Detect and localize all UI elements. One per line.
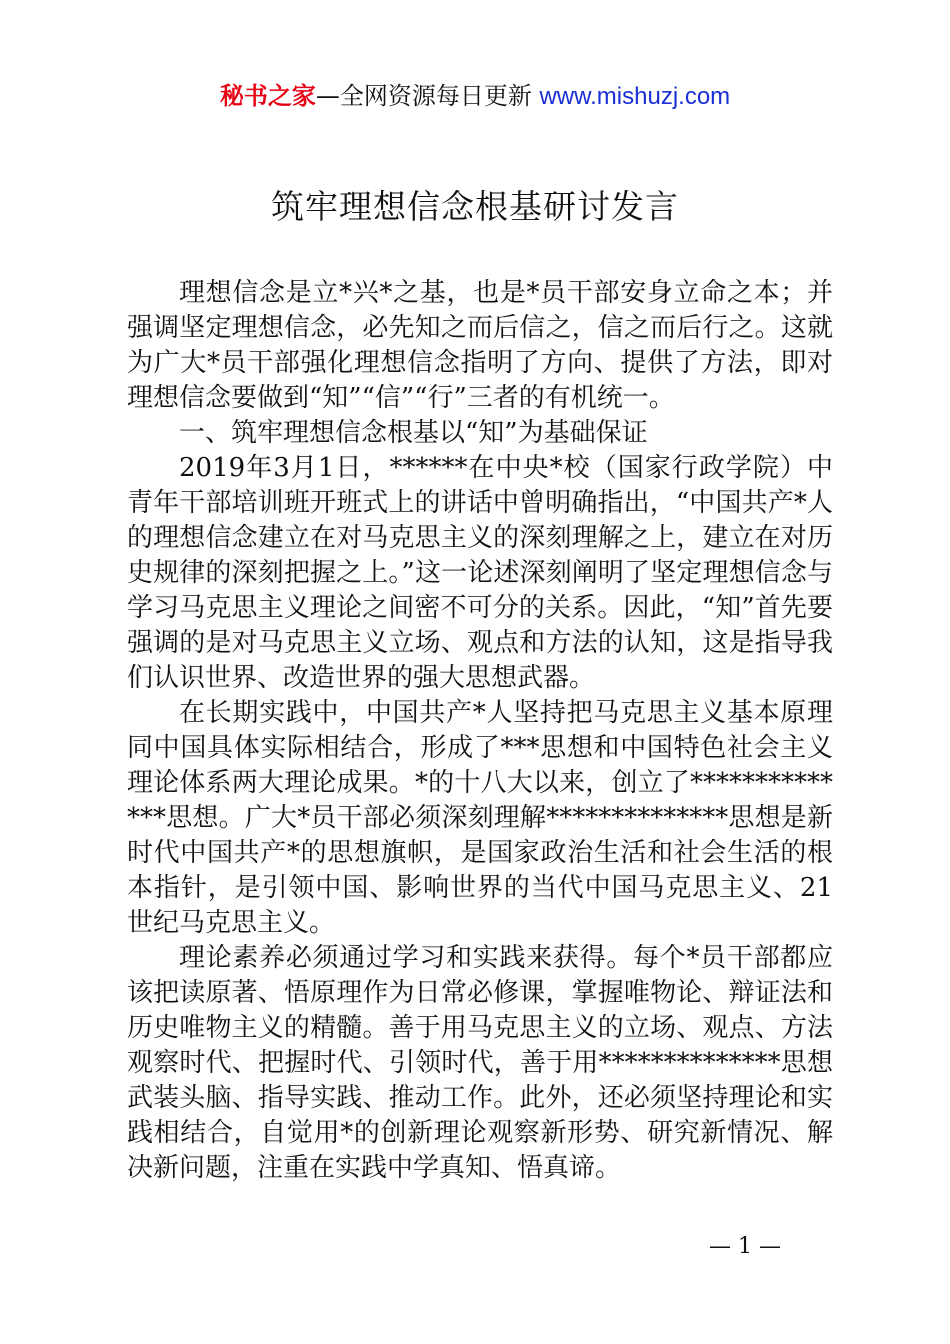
page-number: — 1 — — [709, 1234, 781, 1259]
paragraph-speech-quote: 2019年3月1日，******在中央*校（国家行政学院）中青年干部培训班开班式上的讲话中曾明确指出，“中国共产*人的理想信念建立在对马克思主义的深刻理解之上，建立在对历史规律的深刻把握之上。”这一论述深刻阐明了坚定理想信念与学习马克思主义理论之间密不可分的关系。因此，“知”首先要强调的是对马克思主义立场、观点和方法的认知，这是指导我们认识世界、改造世界的强大思想武器。 — [127, 453, 833, 693]
paragraph-theory-study: 理论素养必须通过学习和实践来获得。每个*员干部都应该把读原著、悟原理作为日常必修课，掌握唯物论、辩证法和历史唯物主义的精髓。善于用马克思主义的立场、观点、方法观察时代、把握时代、引领时代，善于用**************思想武装头脑、指导实践、推动工作。此外，还必须坚持理论和实践相结合，自觉用*的创新理论观察新形势、研究新情况、解决新问题，注重在实践中学真知、悟真谛。 — [127, 943, 833, 1183]
site-url-link[interactable]: www.mishuzj.com — [539, 83, 731, 110]
section-heading-1: 一、筑牢理想信念根基以“知”为基础保证 — [179, 418, 648, 448]
site-banner — [0, 80, 950, 113]
site-brand-name: 秘书之家 — [219, 82, 316, 110]
paragraph-intro: 理想信念是立*兴*之基，也是*员干部安身立命之本；并强调坚定理想信念，必先知之而后信之，信之而后行之。这就为广大*员干部强化理想信念指明了方向、提供了方法，即对理想信念要做到“知”“信”“行”三者的有机统一。 — [127, 278, 833, 413]
document-title: 筑牢理想信念根基研讨发言 — [271, 187, 679, 226]
document-body — [127, 276, 833, 1186]
paragraph-theory-achievements: 在长期实践中，中国共产*人坚持把马克思主义基本原理同中国具体实际相结合，形成了***思想和中国特色社会主义理论体系两大理论成果。*的十八大以来，创立了**************思想。广大*员干部必须深刻理解**************思想是新时代中国共产*的思想旗帜，是国家政治生活和社会生活的根本指针，是引领中国、影响世界的当代中国马克思主义、21世纪马克思主义。 — [127, 698, 833, 938]
site-tagline: —全网资源每日更新 — [315, 82, 540, 110]
